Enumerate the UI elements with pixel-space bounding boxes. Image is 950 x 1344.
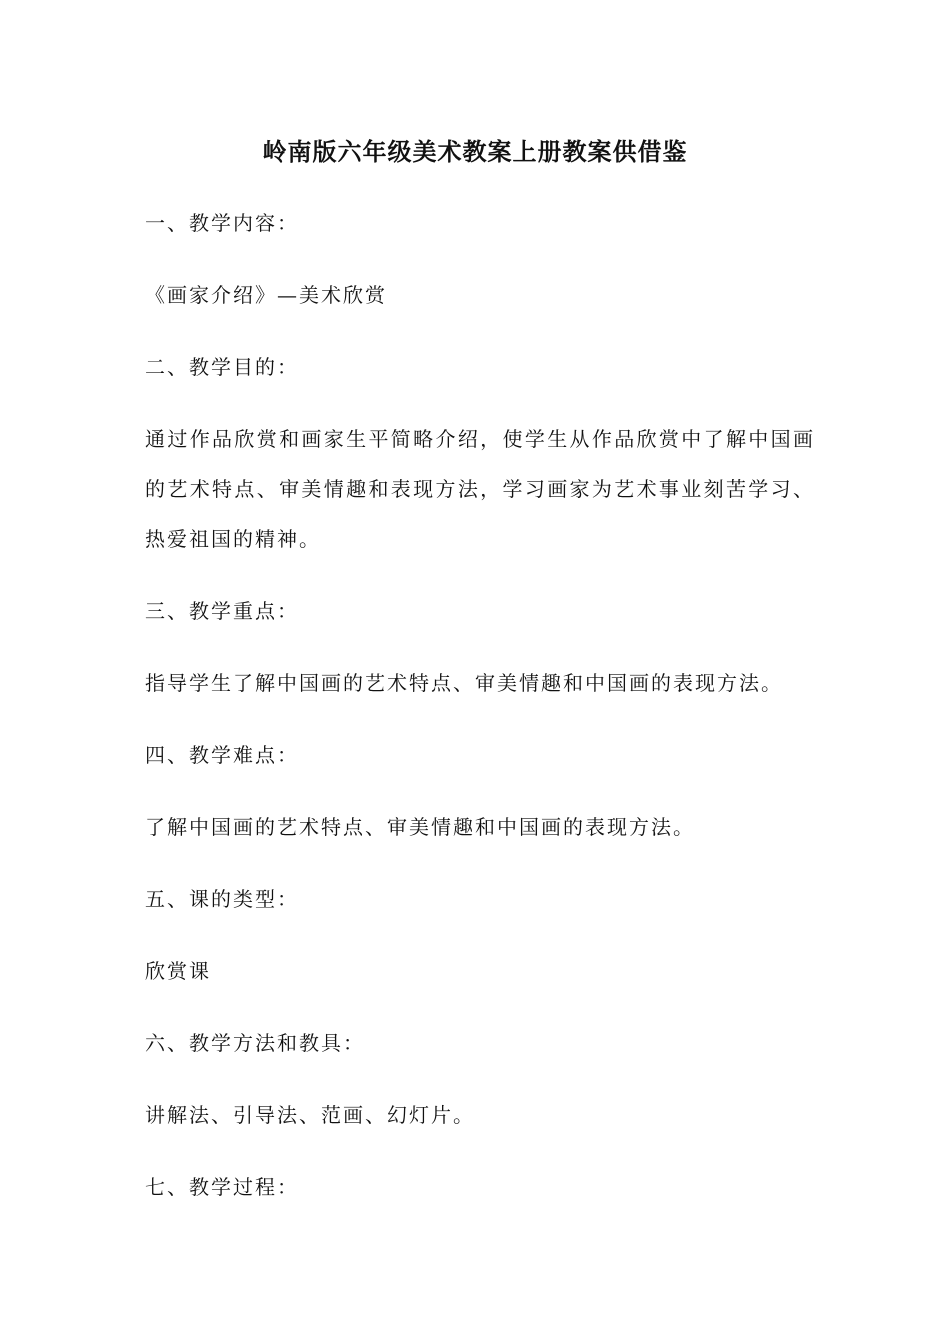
section-body-lesson-type: 欣赏课 [145,959,211,983]
section-heading-methods: 六、教学方法和教具： [145,1031,365,1055]
section-body-objectives: 通过作品欣赏和画家生平简略介绍，使学生从作品欣赏中了解中国画的艺术特点、审美情趣和表现方法，学习画家为艺术事业刻苦学习、热爱祖国的精神。 [145,427,815,551]
section-body-key-points: 指导学生了解中国画的艺术特点、审美情趣和中国画的表现方法。 [145,671,783,695]
document-title: 岭南版六年级美术教案上册教案供借鉴 [262,137,688,166]
section-body-content: 《画家介绍》—美术欣赏 [145,283,387,307]
section-heading-process: 七、教学过程： [145,1175,299,1199]
section-heading-content: 一、教学内容： [145,211,299,235]
section-heading-key-points: 三、教学重点： [145,599,299,623]
section-heading-lesson-type: 五、课的类型： [145,887,299,911]
section-body-difficulties: 了解中国画的艺术特点、审美情趣和中国画的表现方法。 [145,815,695,839]
section-body-methods: 讲解法、引导法、范画、幻灯片。 [145,1103,475,1127]
section-heading-objectives: 二、教学目的： [145,355,299,379]
section-heading-difficulties: 四、教学难点： [145,743,299,767]
